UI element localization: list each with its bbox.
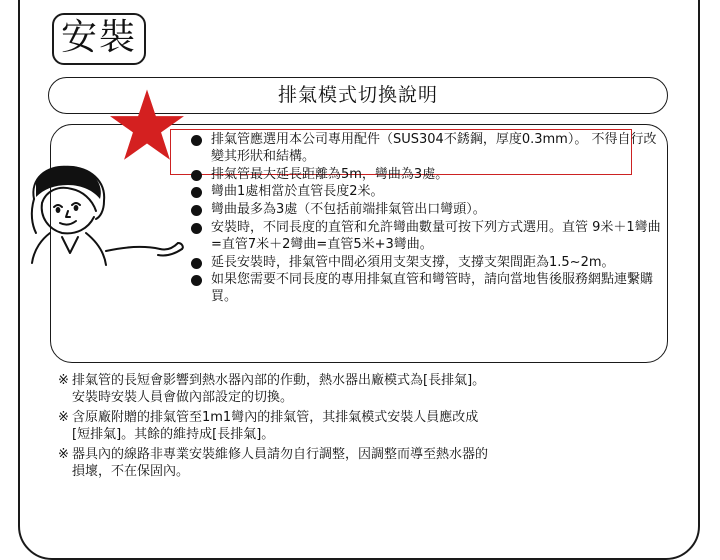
list-item: 延長安裝時，排氣管中間必須用支架支撐，支撐支架間距為1.5~2m。 xyxy=(190,255,662,272)
footnote xyxy=(58,373,678,406)
footnote-line: 損壞，不在保固內。 xyxy=(72,463,190,479)
requirements-list xyxy=(190,132,662,307)
reference-mark: ※ xyxy=(58,447,69,462)
footnote xyxy=(58,410,678,443)
footnote xyxy=(58,447,678,480)
reference-mark: ※ xyxy=(58,410,69,425)
list-item: 排氣管應選用本公司專用配件（SUS304不銹鋼，厚度0.3mm）。 不得自行改變其形狀和結構。 xyxy=(190,132,662,166)
footnote-line: 排氣管的長短會影響到熱水器內部的作動，熱水器出廠模式為[長排氣]。 xyxy=(72,373,486,388)
section-tag: 安裝 xyxy=(52,13,146,65)
list-item: 安裝時，不同長度的直管和允許彎曲數量可按下列方式選用。直管 9米＋1彎曲=直管7米＋2彎曲=直管5米+3彎曲。 xyxy=(190,220,662,254)
footnote-line: 含原廠附贈的排氣管至1m1彎內的排氣管，其排氣模式安裝人員應改成 xyxy=(72,410,479,425)
footnote-line: [短排氣]。其餘的維持成[長排氣]。 xyxy=(72,426,275,442)
list-item: 如果您需要不同長度的專用排氣直管和彎管時，請向當地售後服務網點連繫購買。 xyxy=(190,272,662,306)
list-item: 彎曲1處相當於直管長度2米。 xyxy=(190,184,662,201)
list-item: 彎曲最多為3處（不包括前端排氣管出口彎頭）。 xyxy=(190,202,662,219)
page-title: 排氣模式切換說明 xyxy=(277,84,438,106)
list-item: 排氣管最大延長距離為5m，彎曲為3處。 xyxy=(190,167,662,184)
woman-mascot-illustration xyxy=(12,155,187,285)
footnote-line: 器具內的線路非專業安裝維修人員請勿自行調整，因調整而導至熱水器的 xyxy=(72,447,489,462)
reference-mark: ※ xyxy=(58,373,69,388)
footnote-line: 安裝時安裝人員會做內部設定的切換。 xyxy=(72,389,294,405)
footnotes xyxy=(58,373,678,484)
